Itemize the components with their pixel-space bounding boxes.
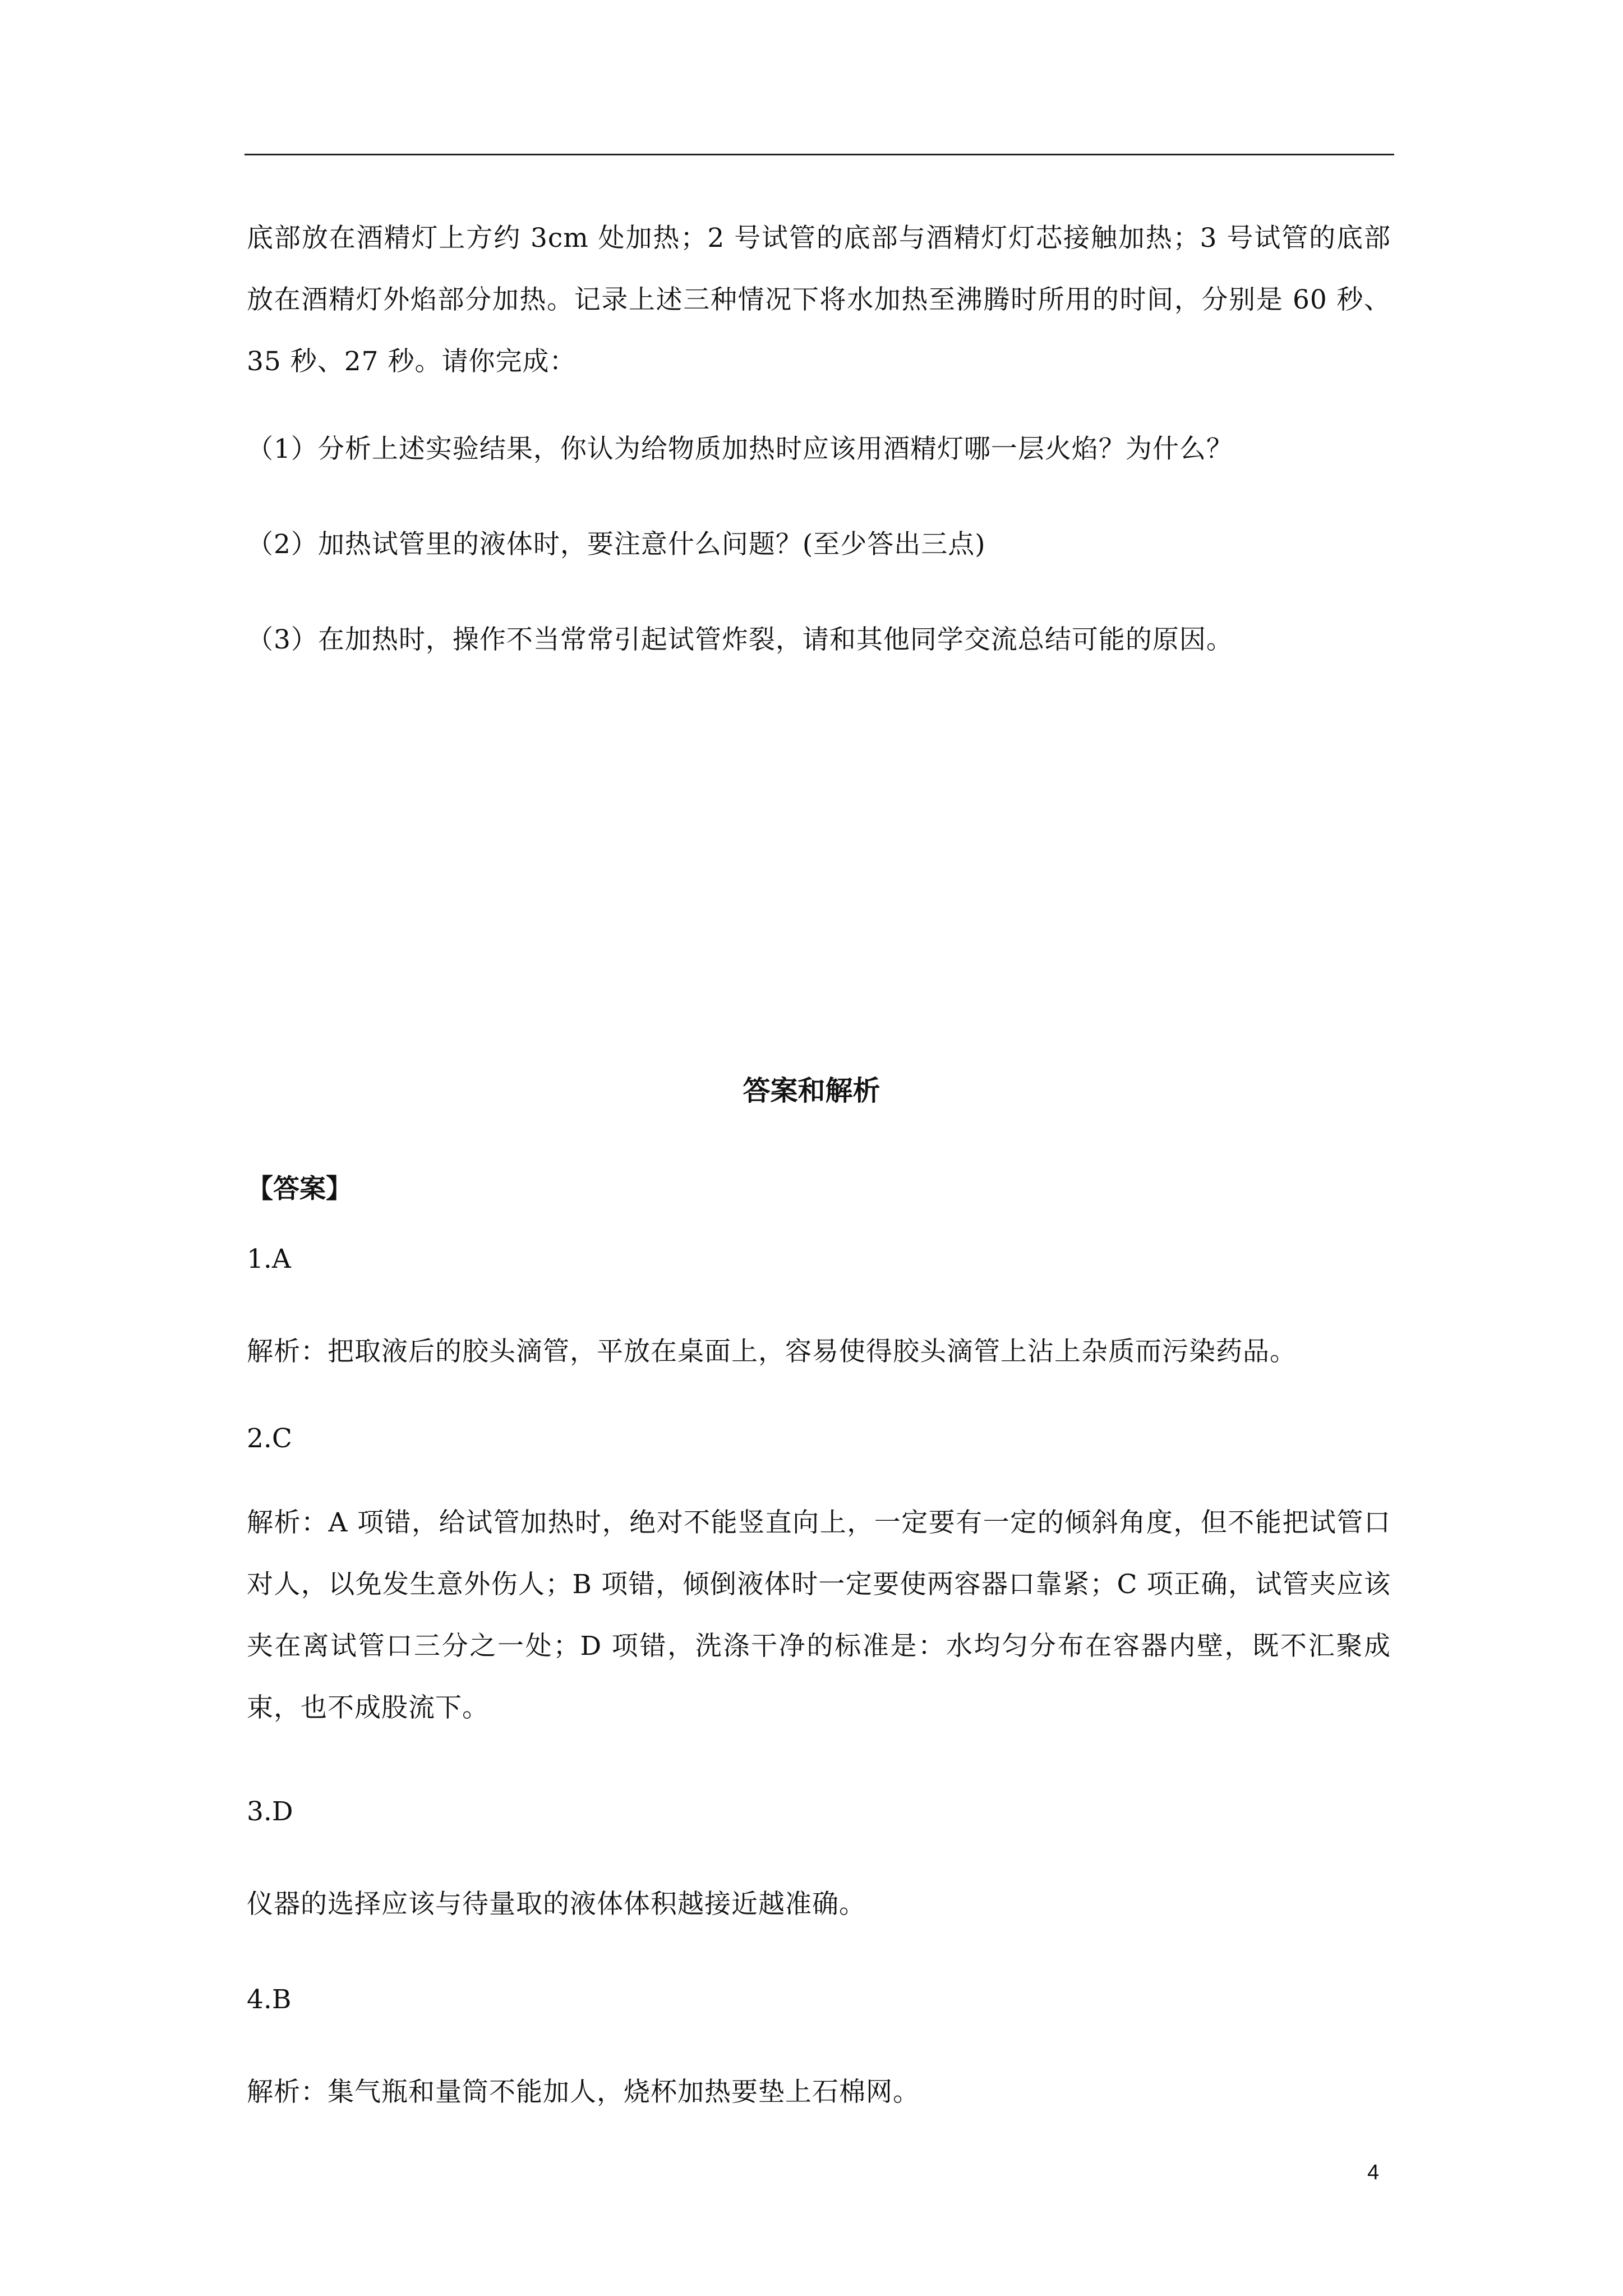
answer-explanation-2: 解析：A 项错，给试管加热时，绝对不能竖直向上，一定要有一定的倾斜角度，但不能把试管口对人，以免发生意外伤人；B 项错，倾倒液体时一定要使两容器口靠紧；C 项正确，试管夹应该夹在离试管口三分之一处；D 项错，洗涤干净的标准是：水均匀分布在容器内壁，既不汇聚成束，也不成股流下。 bbox=[247, 1507, 1391, 1723]
question-3: （3）在加热时，操作不当常常引起试管炸裂，请和其他同学交流总结可能的原因。 bbox=[247, 624, 1233, 655]
answer-heading: 【答案】 bbox=[247, 1174, 352, 1204]
intro-paragraph: 底部放在酒精灯上方约 3cm 处加热；2 号试管的底部与酒精灯灯芯接触加热；3 号试管的底部放在酒精灯外焰部分加热。记录上述三种情况下将水加热至沸腾时所用的时间，分别是 60 秒、35 秒、27 秒。请你完成： bbox=[247, 223, 1391, 377]
header-rule bbox=[245, 154, 1394, 155]
answer-label-1: 1.A bbox=[247, 1244, 291, 1274]
answer-label-3: 3.D bbox=[247, 1796, 293, 1827]
question-2: （2）加热试管里的液体时，要注意什么问题？(至少答出三点) bbox=[247, 529, 986, 560]
answer-label-4: 4.B bbox=[247, 1984, 292, 2015]
answer-explanation-4: 解析：集气瓶和量筒不能加人，烧杯加热要垫上石棉网。 bbox=[247, 2077, 920, 2108]
section-title: 答案和解析 bbox=[743, 1075, 880, 1107]
page-number: 4 bbox=[1367, 2161, 1380, 2184]
answer-label-2: 2.C bbox=[247, 1423, 292, 1454]
answer-explanation-1: 解析：把取液后的胶头滴管，平放在桌面上，容易使得胶头滴管上沾上杂质而污染药品。 bbox=[247, 1336, 1297, 1367]
question-1: （1）分析上述实验结果，你认为给物质加热时应该用酒精灯哪一层火焰？为什么？ bbox=[247, 434, 1233, 464]
answer-explanation-3: 仪器的选择应该与待量取的液体体积越接近越准确。 bbox=[247, 1889, 866, 1920]
